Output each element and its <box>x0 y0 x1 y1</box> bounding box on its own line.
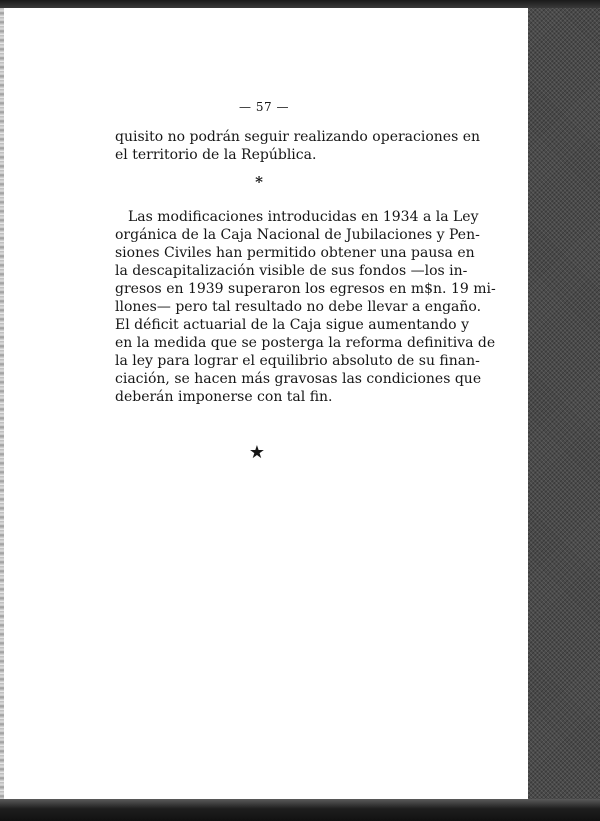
paragraph-line: ciación, se hacen más gravosas las condiciones que <box>115 371 482 387</box>
page-number: — 57 — <box>239 100 289 114</box>
paragraph-line: El déficit actuarial de la Caja sigue aumentando y <box>115 317 469 333</box>
section-separator: * <box>255 173 263 191</box>
scan-bottom-border <box>0 799 600 821</box>
paragraph-line: gresos en 1939 superaron los egresos en m$n. 19 mi- <box>115 281 496 297</box>
paragraph-line: en la medida que se posterga la reforma definitiva de <box>115 335 496 351</box>
paragraph-line: la descapitalización visible de sus fondos —los in- <box>115 263 468 279</box>
scan-top-border <box>0 0 600 8</box>
scan-left-edge <box>0 8 4 799</box>
scan-right-shadow <box>528 8 600 799</box>
continuation-line: quisito no podrán seguir realizando operaciones en <box>115 129 481 145</box>
paragraph-line: orgánica de la Caja Nacional de Jubilaciones y Pen- <box>115 227 480 243</box>
paragraph-line: siones Civiles han permitido obtener una pausa en <box>115 245 475 261</box>
paragraph-line: la ley para lograr el equilibrio absoluto de su finan- <box>115 353 480 369</box>
paragraph-line: Las modificaciones introducidas en 1934 a la Ley <box>128 209 479 225</box>
end-star-icon: ★ <box>248 442 266 463</box>
continuation-line: el territorio de la República. <box>115 147 317 163</box>
paragraph-line: deberán imponerse con tal fin. <box>115 389 333 405</box>
paragraph-line: llones— pero tal resultado no debe llevar a engaño. <box>115 299 482 315</box>
